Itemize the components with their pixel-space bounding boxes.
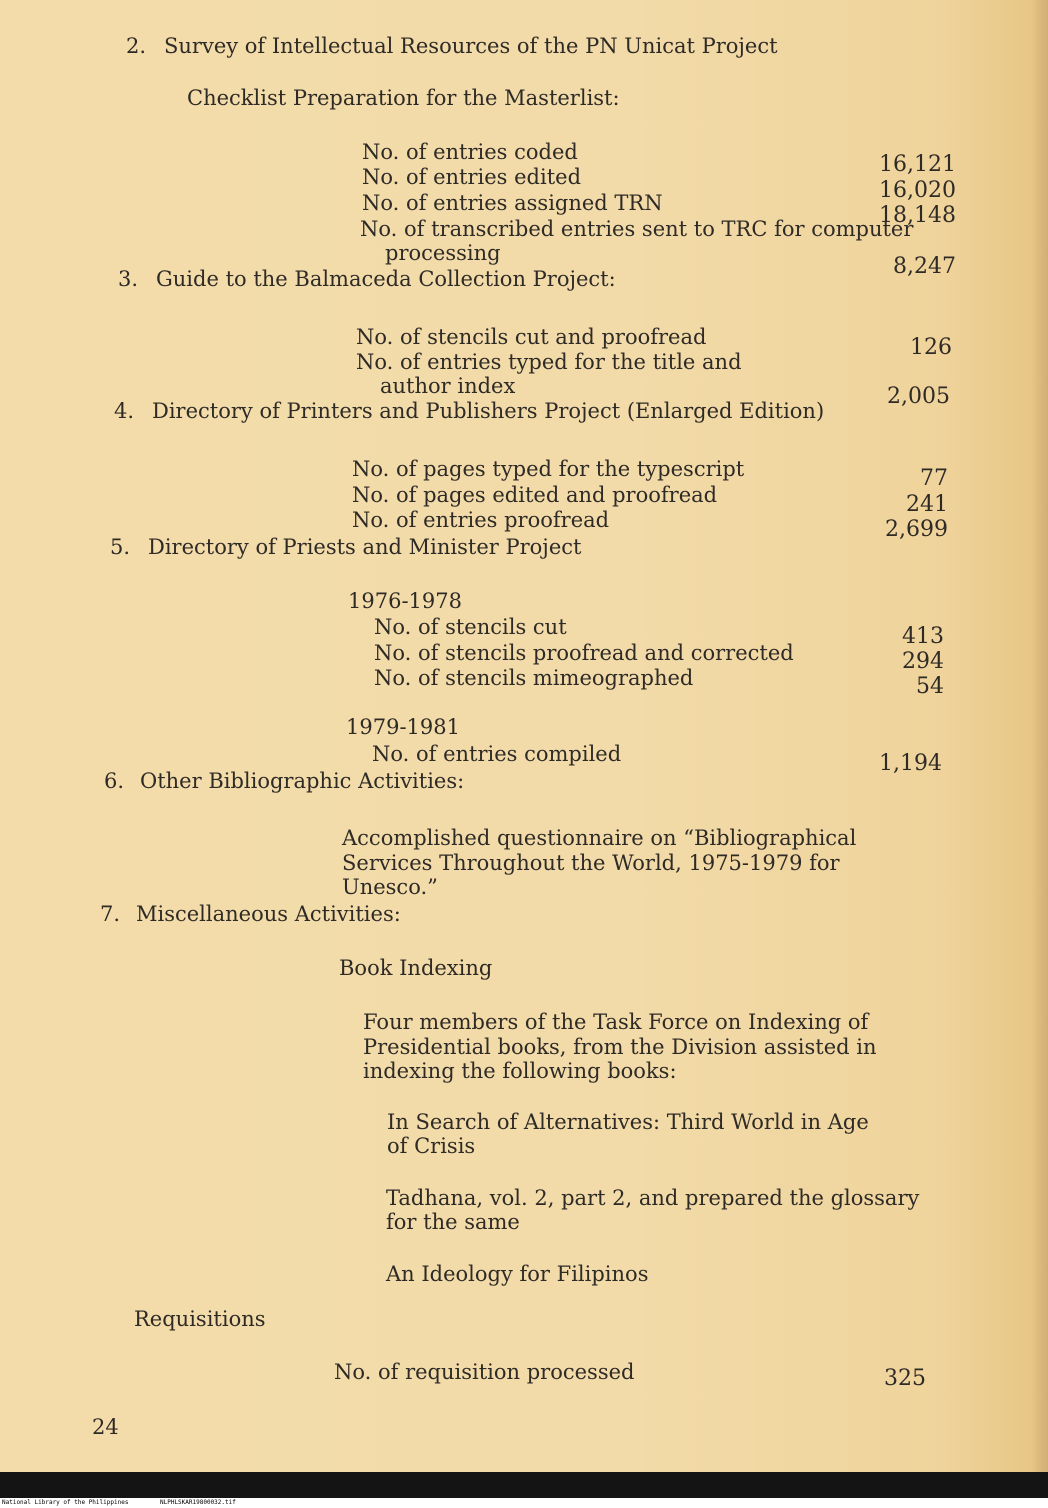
section-5-item-label: No. of stencils proofread and corrected xyxy=(374,641,794,665)
section-2-number: 2. xyxy=(126,34,147,58)
section-6-text-line: Accomplished questionnaire on “Bibliographical xyxy=(342,826,857,850)
section-5-item-label: No. of stencils cut xyxy=(374,615,567,639)
section-4-title: Directory of Printers and Publishers Project (Enlarged Edition) xyxy=(152,399,825,423)
section-2-subheading: Checklist Preparation for the Masterlist: xyxy=(187,86,620,110)
section-3-number: 3. xyxy=(118,267,139,291)
requisitions-label: No. of requisition processed xyxy=(334,1360,635,1384)
book-title-line: Tadhana, vol. 2, part 2, and prepared the glossary xyxy=(386,1186,920,1210)
section-4-item-value: 77 xyxy=(920,466,948,491)
section-2-item-value: 16,020 xyxy=(879,178,956,203)
section-2-item-label: No. of entries coded xyxy=(362,140,578,164)
section-5-item-value: 54 xyxy=(916,674,944,699)
section-4-item-value: 2,699 xyxy=(885,517,948,542)
requisitions-value: 325 xyxy=(884,1366,926,1391)
section-5-item-value: 1,194 xyxy=(879,751,942,776)
section-2-item-label: No. of entries edited xyxy=(362,165,582,189)
section-2-title: Survey of Intellectual Resources of the PN Unicat Project xyxy=(164,34,778,58)
section-2-item-label: No. of entries assigned TRN xyxy=(362,191,663,215)
book-title-line: In Search of Alternatives: Third World in Age xyxy=(387,1110,869,1134)
section-7-number: 7. xyxy=(100,902,121,926)
section-3-item-value: 2,005 xyxy=(887,384,950,409)
section-5-period-years: 1976-1978 xyxy=(348,589,462,613)
scan-footer-bar xyxy=(0,1472,1048,1508)
section-4-number: 4. xyxy=(114,399,135,423)
scan-caption-strip xyxy=(0,1498,1048,1508)
section-3-item-label-cont: author index xyxy=(380,374,516,398)
section-7-paragraph-line: indexing the following books: xyxy=(363,1059,677,1083)
section-4-item-label: No. of pages edited and proofread xyxy=(352,483,718,507)
section-5-item-label: No. of entries compiled xyxy=(372,742,622,766)
section-3-item-label: No. of entries typed for the title and xyxy=(356,350,742,374)
section-2-item-value: 8,247 xyxy=(893,254,956,279)
section-5-item-value: 294 xyxy=(902,649,944,674)
section-7-paragraph-line: Presidential books, from the Division assisted in xyxy=(363,1035,877,1059)
section-7-subheading: Book Indexing xyxy=(339,956,493,980)
section-5-item-value: 413 xyxy=(902,624,944,649)
section-4-item-label: No. of pages typed for the typescript xyxy=(352,457,745,481)
section-4-item-value: 241 xyxy=(906,492,948,517)
section-5-title: Directory of Priests and Minister Project xyxy=(148,535,582,559)
page-edge-shadow xyxy=(1032,0,1048,1472)
section-2-item-value: 16,121 xyxy=(879,152,956,177)
book-title-line: An Ideology for Filipinos xyxy=(386,1262,649,1286)
section-6-title: Other Bibliographic Activities: xyxy=(140,769,465,793)
section-4-item-label: No. of entries proofread xyxy=(352,508,610,532)
scan-caption-left: National Library of the Philippines xyxy=(2,1499,129,1506)
section-3-title: Guide to the Balmaceda Collection Project: xyxy=(156,267,616,291)
book-title-line: for the same xyxy=(386,1210,520,1234)
page-number: 24 xyxy=(92,1415,119,1439)
section-6-number: 6. xyxy=(104,769,125,793)
section-3-item-label: No. of stencils cut and proofread xyxy=(356,325,707,349)
section-5-item-label: No. of stencils mimeographed xyxy=(374,666,694,690)
section-7-title: Miscellaneous Activities: xyxy=(136,902,401,926)
section-6-text-line: Unesco.” xyxy=(342,875,438,899)
section-2-item-value: 18,148 xyxy=(879,203,956,228)
section-5-number: 5. xyxy=(110,535,131,559)
section-2-item-label: No. of transcribed entries sent to TRC for computer xyxy=(360,217,914,241)
section-3-item-value: 126 xyxy=(910,335,952,360)
section-5-period-years: 1979-1981 xyxy=(346,715,460,739)
section-2-item-label-cont: processing xyxy=(385,241,501,265)
requisitions-heading: Requisitions xyxy=(134,1307,266,1331)
book-title-line: of Crisis xyxy=(387,1134,476,1158)
scan-caption-right: NLPHLSKAR19800032.tif xyxy=(160,1499,236,1506)
section-7-paragraph-line: Four members of the Task Force on Indexing of xyxy=(363,1010,869,1034)
section-6-text-line: Services Throughout the World, 1975-1979 for xyxy=(342,851,840,875)
